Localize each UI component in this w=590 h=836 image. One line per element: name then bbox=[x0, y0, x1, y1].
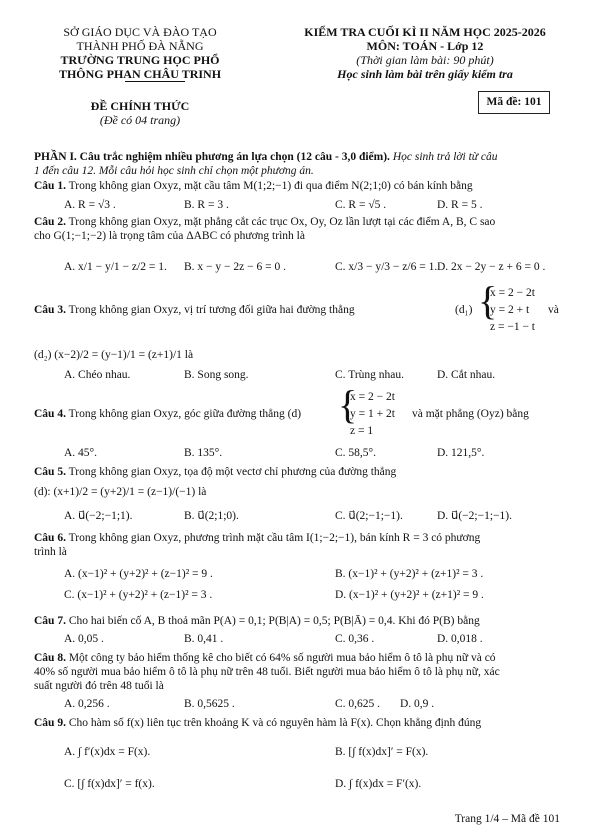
part1-heading: PHẦN I. Câu trắc nghiệm nhiều phương án lựa chọn (12 câu - 3,0 điểm). Học sinh trả lời từ câu 1 đến câu 12. Mỗi câu hỏi học sinh chỉ chọn một phương án. bbox=[34, 151, 498, 177]
q3-sys-2: y = 2 + t bbox=[490, 304, 530, 316]
exam-code-box: Mã đề: 101 bbox=[478, 91, 550, 114]
q2-option-a[interactable]: A. x/1 − y/1 − z/2 = 1. bbox=[64, 261, 167, 273]
q1-option-d[interactable]: D. R = 5 . bbox=[437, 199, 483, 211]
q4-tail: và mặt phẳng (Oyz) bằng bbox=[412, 408, 529, 420]
q7-option-d[interactable]: D. 0,018 . bbox=[437, 633, 483, 645]
q6-stem: Câu 6. Trong không gian Oxyz, phương trình mặt cầu tâm I(1;−2;−1), bán kính R = 3 có phương trình là bbox=[34, 532, 481, 558]
q3-brace: { bbox=[478, 278, 498, 323]
q9-option-d[interactable]: D. ∫ f(x)dx = F′(x). bbox=[335, 778, 422, 790]
q3-option-b[interactable]: B. Song song. bbox=[184, 369, 249, 381]
q1-stem: Câu 1. Trong không gian Oxyz, mặt cầu tâm M(1;2;−1) đi qua điểm N(2;1;0) có bán kính bằng bbox=[34, 180, 473, 192]
q4-sys-1: x = 2 − 2t bbox=[350, 391, 395, 403]
page-footer: Trang 1/4 – Mã đề 101 bbox=[454, 813, 560, 825]
q4-brace: { bbox=[338, 382, 358, 427]
q1-option-c[interactable]: C. R = √5 . bbox=[335, 199, 387, 211]
q8-option-d[interactable]: D. 0,9 . bbox=[400, 698, 435, 710]
pages-note: (Đề có 04 trang) bbox=[99, 113, 181, 127]
q3-sys-3: z = −1 − t bbox=[490, 321, 536, 333]
q3-and: và bbox=[548, 304, 559, 316]
q7-option-c[interactable]: C. 0,36 . bbox=[335, 633, 375, 645]
q3-option-c[interactable]: C. Trùng nhau. bbox=[335, 369, 405, 381]
q3-option-a[interactable]: A. Chéo nhau. bbox=[64, 369, 131, 381]
q4-option-a[interactable]: A. 45°. bbox=[64, 447, 98, 459]
q6-option-c[interactable]: C. (x−1)² + (y+2)² + (z−1)² = 3 . bbox=[64, 589, 213, 601]
instruction-line: Học sinh làm bài trên giấy kiểm tra bbox=[337, 67, 513, 81]
q5-option-d[interactable]: D. u⃗(−2;−1;−1). bbox=[437, 510, 512, 522]
q4-stem: Câu 4. Trong không gian Oxyz, góc giữa đường thẳng (d) bbox=[34, 408, 302, 420]
q7-option-a[interactable]: A. 0,05 . bbox=[64, 633, 104, 645]
q4-option-b[interactable]: B. 135°. bbox=[184, 447, 223, 459]
q5-stem: Câu 5. Trong không gian Oxyz, tọa độ một vectơ chỉ phương của đường thẳng bbox=[34, 466, 397, 478]
q9-stem: Câu 9. Cho hàm số f(x) liên tục trên khoảng K và có nguyên hàm là F(x). Chọn khẳng định đúng bbox=[34, 717, 482, 729]
subject-line: MÔN: TOÁN - Lớp 12 bbox=[366, 39, 484, 53]
q6-option-a[interactable]: A. (x−1)² + (y+2)² + (z−1)² = 9 . bbox=[64, 568, 213, 580]
q5-option-c[interactable]: C. u⃗(2;−1;−1). bbox=[335, 510, 403, 522]
q2-option-c[interactable]: C. x/3 − y/3 − z/6 = 1. bbox=[335, 261, 438, 273]
q4-option-d[interactable]: D. 121,5°. bbox=[437, 447, 485, 459]
official-label: ĐỀ CHÍNH THỨC bbox=[90, 99, 190, 113]
q5-option-b[interactable]: B. u⃗(2;1;0). bbox=[184, 510, 239, 522]
q2-option-b[interactable]: B. x − y − 2z − 6 = 0 . bbox=[184, 261, 286, 273]
q2-stem: Câu 2. Trong không gian Oxyz, mặt phẳng cắt các trục Ox, Oy, Oz lần lượt tại các điểm A, B, C sao cho G(1;−1;−2) là trọng tâm của ΔABC có phương trình là bbox=[34, 216, 496, 242]
q9-option-a[interactable]: A. ∫ f′(x)dx = F(x). bbox=[64, 746, 151, 758]
q6-option-b[interactable]: B. (x−1)² + (y+2)² + (z+1)² = 3 . bbox=[335, 568, 484, 580]
header-underline bbox=[125, 81, 185, 82]
q7-stem: Câu 7. Cho hai biến cố A, B thoả mãn P(A) = 0,1; P(B|A) = 0,5; P(B|Ā) = 0,4. Khi đó P(B) bằng bbox=[34, 615, 480, 627]
q7-option-b[interactable]: B. 0,41 . bbox=[184, 633, 224, 645]
q1-option-b[interactable]: B. R = 3 . bbox=[184, 199, 229, 211]
dept-line-2: THÀNH PHỐ ĐÀ NẴNG bbox=[76, 39, 204, 53]
q5-option-a[interactable]: A. u⃗(−2;−1;1). bbox=[64, 510, 133, 522]
q6-option-d[interactable]: D. (x−1)² + (y+2)² + (z+1)² = 9 . bbox=[335, 589, 484, 601]
school-line-1: TRƯỜNG TRUNG HỌC PHỔ bbox=[60, 53, 220, 67]
dept-line-1: SỞ GIÁO DỤC VÀ ĐÀO TẠO bbox=[63, 25, 217, 39]
q9-option-c[interactable]: C. [∫ f(x)dx]′ = f(x). bbox=[64, 778, 155, 790]
q3-stem: Câu 3. Trong không gian Oxyz, vị trí tương đối giữa hai đường thẳng bbox=[34, 304, 355, 316]
q8-option-b[interactable]: B. 0,5625 . bbox=[184, 698, 235, 710]
time-line: (Thời gian làm bài: 90 phút) bbox=[356, 53, 494, 67]
q3-sys-1: x = 2 − 2t bbox=[490, 287, 535, 299]
q3-d1-label: (d₁) bbox=[455, 304, 473, 316]
q1-option-a[interactable]: A. R = √3 . bbox=[64, 199, 116, 211]
q9-option-b[interactable]: B. [∫ f(x)dx]′ = F(x). bbox=[335, 746, 429, 758]
q4-option-c[interactable]: C. 58,5°. bbox=[335, 447, 377, 459]
q3-d2: (d₂) (x−2)/2 = (y−1)/1 = (z+1)/1 là bbox=[34, 349, 194, 361]
q4-sys-2: y = 1 + 2t bbox=[350, 408, 395, 420]
school-line-2: THÔNG PHAN CHÂU TRINH bbox=[58, 67, 222, 81]
q3-option-d[interactable]: D. Cắt nhau. bbox=[437, 369, 496, 381]
q4-sys-3: z = 1 bbox=[350, 425, 374, 437]
q5-eq: (d): (x+1)/2 = (y+2)/1 = (z−1)/(−1) là bbox=[34, 486, 207, 498]
q8-option-c[interactable]: C. 0,625 . bbox=[335, 698, 381, 710]
exam-title: KIỂM TRA CUỐI KÌ II NĂM HỌC 2025-2026 bbox=[304, 25, 546, 39]
q8-stem: Câu 8. Một công ty bảo hiểm thống kê cho biết có 64% số người mua bảo hiểm ô tô là phụ nữ và có 40% số người mua bảo hiểm ô tô là phụ nữ trên 48 tuổi. Biết người mua bảo hiểm ô tô là phụ nữ, xác suất người đó trên 48 tuổi là bbox=[34, 652, 500, 692]
q8-option-a[interactable]: A. 0,256 . bbox=[64, 698, 110, 710]
q2-option-d[interactable]: D. 2x − 2y − z + 6 = 0 . bbox=[437, 261, 546, 273]
